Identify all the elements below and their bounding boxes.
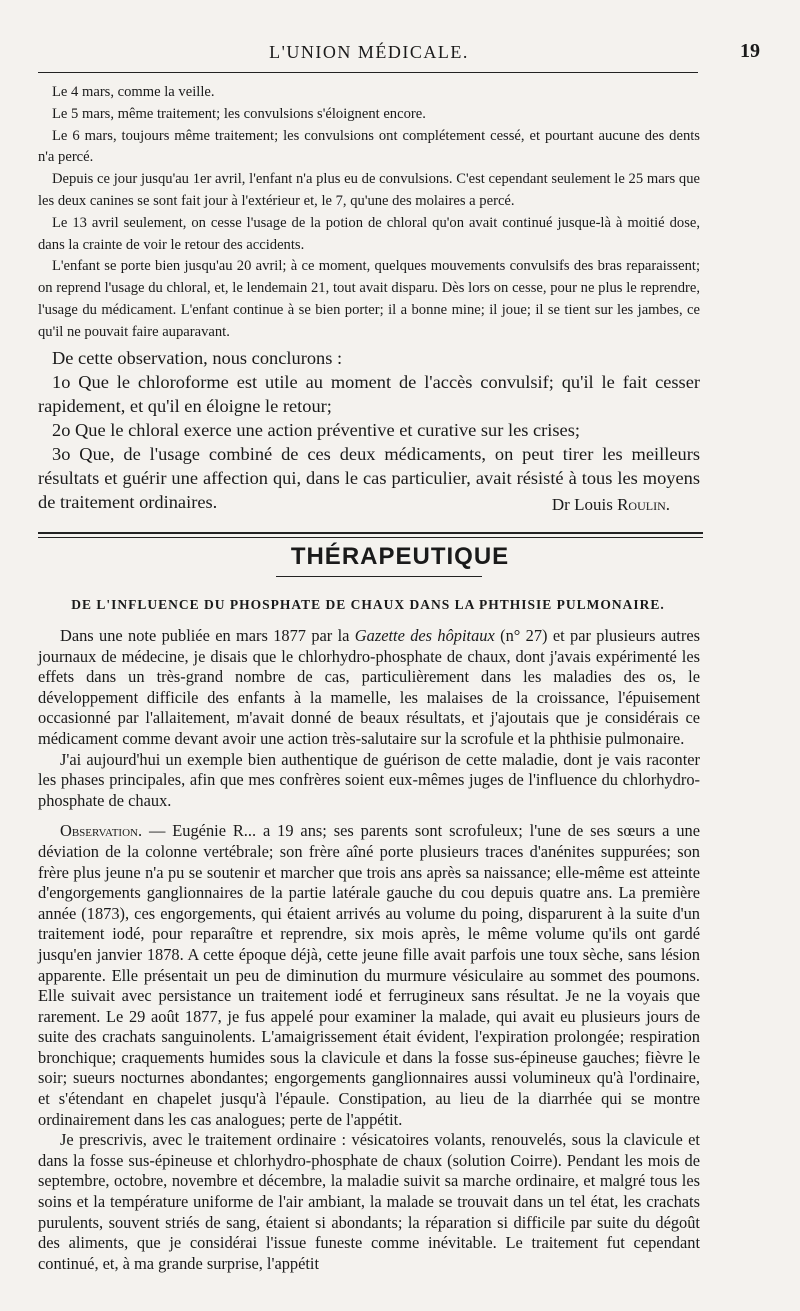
journal-name: Gazette des hôpitaux — [354, 626, 495, 645]
case-note: Depuis ce jour jusqu'au 1er avril, l'enfant n'a plus eu de convulsions. C'est cependant seulement le 25 mars que les deux canines se sont fait jour à l'extérieur et, le 7, qu'une des molaires a percé. — [38, 171, 700, 209]
text-run: — Eugénie R... a 19 ans; ses parents sont scrofuleux; l'une de ses sœurs a une déviation de la colonne vertébrale; son frère aîné porte plusieurs traces d'anénites suppurées; son frère plus jeune n'a pu se soutenir et marcher que trois ans après sa naissance; elle-même est atteinte d'engorgements ganglionnaires de la partie latérale gauche du cou depuis quatre ans. La première année (1873), ces engorgements, qui étaient arrivés au volume du poing, disparurent à la suite d'un traitement iodé, pour reparaître et reprendre, six mois après, le même volume qu'ils ont gardé jusqu'en janvier 1878. A cette époque déjà, cette jeune fille avait parfois une toux sèche, sans lésion apparente. Elle présentait un peu de diminution du murmure vésiculaire au sommet des poumons. Elle suivait avec persistance un traitement iodé et ferrugineux sans résultat. Je ne la voyais que rarement. Le 29 août 1877, je fus appelé pour examiner la malade, qui avait eu plusieurs jours de suite des crachats sanguinolents. L'amaigrissement était évident, l'expiration prolongée; respiration bronchique; craquements humides sous la clavicule et dans la fosse sus-épineuse gauches; fièvre le soir; sueurs nocturnes abondantes; engorgements ganglionnaires aussi volumineux qu'à l'ordinaire, et s'étendant en chapelet jusqu'à l'épaule. Constipation, au lieu de la diarrhée qui se montre ordinairement dans les cas analogues; perte de l'appétit. — [38, 821, 700, 1129]
text-run: (n° 27) et par plusieurs autres journaux de médecine, je disais que le chlorhydro-phosphate de chaux, dont j'avais expérimenté les effets dans un très-grand nombre de cas, particulièrement dans les maladies des os, le développement difficile des enfants à la mamelle, les malaises de la croissance, l'épuisement occasionné par l'allaitement, m'avait donné de beaux résultats, et j'ajoutais que je considérais ce médicament comme devant avoir une action très-salutaire sur la scrofule et la phthisie pulmonaire. — [38, 626, 700, 748]
section-title: THÉRAPEUTIQUE — [290, 543, 510, 570]
observation-label: Observation. — [60, 821, 143, 841]
signature-prefix: Dr Louis — [551, 495, 618, 514]
article-paragraph: Je prescrivis, avec le traitement ordinaire : vésicatoires volants, renouvelés, sous la clavicule et dans la fosse sus-épineuse et chlorhydro-phosphate de chaux (solution Coirre). Pendant les mois de septembre, octobre, novembre et décembre, la maladie suivit sa marche ordinaire, et malgré tous les soins et la température uniforme de l'air ambiant, la malade se trouvait dans un tel état, les crachats purulents, souvent striés de sang, étaient si abondants; la réparation si difficile par suite du dégoût des aliments, que je considérai l'issue funeste comme inévitable. Le traitement fut cependant continué, et, à ma grande surprise, l'appétit — [38, 1130, 700, 1273]
article-body — [38, 626, 700, 1274]
case-note: Le 4 mars, comme la veille. — [52, 84, 215, 100]
conclusion-item: 2o Que le chloral exerce une action préventive et curative sur les crises; — [52, 420, 580, 440]
header-rule — [38, 72, 698, 73]
conclusion-item: 3o Que, de l'usage combiné de ces deux médicaments, on peut tirer les meilleurs résultats et guérir une affection qui, dans le cas particulier, avait résisté à tous les moyens de traitement ordinaires. — [38, 444, 700, 512]
observation-paragraph — [38, 821, 700, 1130]
section-rule-thin — [38, 537, 703, 538]
running-header — [38, 36, 760, 70]
conclusion-item: 1o Que le chloroforme est utile au moment de l'accès convulsif; qu'il le fait cesser rapidement, et qu'il en éloigne le retour; — [38, 372, 700, 416]
section-rule-thick — [38, 532, 703, 534]
conclusions-intro: De cette observation, nous conclurons : — [52, 348, 343, 368]
article-paragraph — [38, 626, 700, 750]
author-signature — [552, 495, 670, 515]
case-note: Le 13 avril seulement, on cesse l'usage de la potion de chloral qu'on avait continué jusque-là à moitié dose, dans la crainte de voir le retour des accidents. — [38, 214, 700, 253]
conclusions — [38, 346, 700, 514]
case-note: Le 6 mars, toujours même traitement; les convulsions ont complétement cessé, et pourtant aucune des dents n'a percé. — [38, 127, 700, 166]
page-number: 19 — [740, 40, 760, 62]
article-paragraph: J'ai aujourd'hui un exemple bien authentique de guérison de cette maladie, dont je vais raconter les phases principales, afin que mes confrères soient eux-mêmes juges de l'influence du chlorhydro-phosphate de chaux. — [38, 749, 700, 810]
case-notes — [38, 82, 700, 344]
case-note: L'enfant se porte bien jusqu'au 20 avril; à ce moment, quelques mouvements convulsifs des bras reparaissent; on reprend l'usage du chloral, et, le lendemain 21, tout avait disparu. Dès lors on cesse, pour ne plus le reprendre, l'usage du médicament. L'enfant continue à se bien porter; il a bonne mine; il joue; il se tient sur les jambes, ce qu'il ne pouvait faire auparavant. — [38, 258, 700, 340]
case-note: Le 5 mars, même traitement; les convulsions s'éloignent encore. — [52, 105, 426, 122]
article-title: DE L'INFLUENCE DU PHOSPHATE DE CHAUX DANS LA PHTHISIE PULMONAIRE. — [71, 597, 665, 612]
section-title-underline — [276, 576, 482, 577]
signature-name: Roulin. — [617, 495, 670, 514]
text-run: Dans une note publiée en mars 1877 par la — [60, 626, 355, 645]
running-title: L'UNION MÉDICALE. — [269, 42, 469, 62]
